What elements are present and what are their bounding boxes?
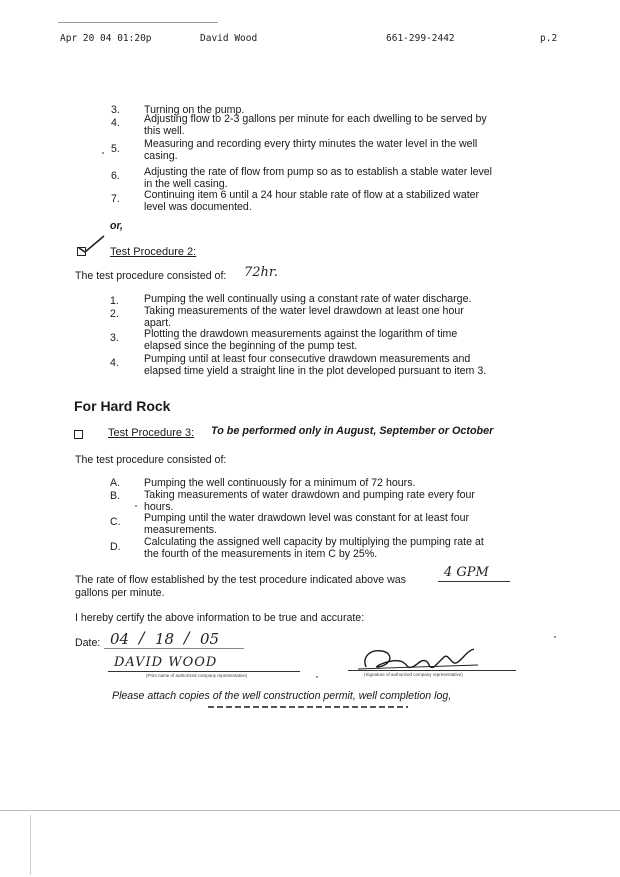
list-item-text: measurements. — [144, 524, 218, 536]
procedure3-title: Test Procedure 3: — [108, 427, 195, 439]
list-item-text: Calculating the assigned well capacity by multiplying the pumping rate at — [144, 536, 484, 548]
list-item-text: hours. — [144, 501, 174, 513]
rate-value-handwritten: 4 GPM — [444, 565, 489, 580]
signature-line — [348, 670, 516, 671]
signature-caption: (Signature of authorized company representative) — [364, 672, 463, 677]
list-letter: D. — [110, 541, 121, 553]
date-slash: / — [139, 628, 145, 647]
list-letter: C. — [110, 516, 121, 528]
procedure2-title: Test Procedure 2: — [110, 246, 197, 258]
list-item-text: Adjusting the rate of flow from pump so as to establish a stable water level — [144, 166, 493, 178]
printed-name-caption: (Print name of authorized company representative) — [146, 673, 248, 678]
date-day: 18 — [155, 630, 175, 648]
procedure3-intro: The test procedure consisted of: — [75, 454, 227, 466]
list-item-text: Turning on the pump. — [144, 104, 245, 116]
procedure3-checkbox[interactable] — [74, 430, 83, 439]
list-letter: B. — [110, 490, 121, 502]
list-item-text: Pumping until the water drawdown level was constant for at least four — [144, 512, 470, 524]
date-year: 05 — [200, 630, 220, 648]
list-number: 4. — [110, 357, 119, 369]
page-bottom-edge — [0, 810, 620, 811]
or-label: or, — [110, 220, 123, 232]
list-item-text: level was documented. — [144, 201, 252, 213]
scan-edge — [30, 815, 31, 875]
date-line — [104, 648, 244, 649]
list-number: 1. — [110, 295, 119, 307]
rate-value-line — [438, 581, 510, 582]
list-item-text: Adjusting flow to 2-3 gallons per minute for each dwelling to be served by — [144, 113, 487, 125]
rate-prefix: The rate of flow established by the test procedure indicated above was — [75, 574, 406, 586]
procedure2-duration-handwritten: 72hr. — [244, 265, 278, 280]
list-item-text: Pumping the well continually using a constant rate of water discharge. — [144, 293, 472, 305]
fax-header — [0, 33, 620, 47]
list-number: 3. — [111, 104, 120, 116]
list-item-text: Pumping until at least four consecutive drawdown measurements and — [144, 353, 471, 365]
footer-note: Please attach copies of the well construction permit, well completion log, — [112, 690, 452, 702]
list-item-text: elapsed time yield a straight line in the plot developed pursuant to item 3. — [144, 365, 487, 377]
fax-top-rule — [58, 22, 218, 23]
list-number: 3. — [110, 332, 119, 344]
list-number: 5. — [111, 143, 120, 155]
printed-name-line — [108, 671, 300, 672]
scan-speck — [135, 505, 137, 507]
list-item-text: Plotting the drawdown measurements against the logarithm of time — [144, 328, 458, 340]
list-item-text: Measuring and recording every thirty minutes the water level in the well — [144, 138, 478, 150]
procedure2-intro: The test procedure consisted of: — [75, 270, 227, 282]
rate-suffix: gallons per minute. — [75, 587, 165, 599]
printed-name-handwritten: DAVID WOOD — [114, 655, 218, 670]
list-number: 4. — [111, 117, 120, 129]
list-item-text: Pumping the well continuously for a minimum of 72 hours. — [144, 477, 416, 489]
scan-speck — [554, 636, 556, 638]
checkmark-icon — [76, 232, 106, 254]
fax-sender: David Wood — [200, 33, 258, 44]
cut-off-text — [208, 704, 408, 708]
scan-speck — [102, 152, 104, 154]
list-number: 6. — [111, 170, 120, 182]
fax-page-number: p.2 — [540, 33, 558, 44]
hard-rock-heading: For Hard Rock — [74, 398, 171, 414]
list-item-text: apart. — [144, 317, 172, 329]
date-label: Date: — [75, 637, 101, 649]
list-item-text: Taking measurements of water drawdown and pumping rate every four — [144, 489, 475, 501]
fax-datetime: Apr 20 04 01:20p — [60, 33, 152, 44]
fax-phone: 661-299-2442 — [386, 33, 455, 44]
certify-statement: I hereby certify the above information to be true and accurate: — [75, 612, 365, 624]
list-item-text: elapsed since the beginning of the pump test. — [144, 340, 358, 352]
scan-speck — [316, 676, 318, 678]
list-item-text: this well. — [144, 125, 185, 137]
list-item-text: the fourth of the measurements in item C by 25%. — [144, 548, 378, 560]
list-item-text: Taking measurements of the water level drawdown at least one hour — [144, 305, 464, 317]
list-item-text: Continuing item 6 until a 24 hour stable rate of flow at a stabilized water — [144, 189, 480, 201]
procedure3-note: To be performed only in August, September or October — [211, 425, 494, 437]
date-month: 04 — [110, 630, 130, 648]
date-slash: / — [184, 628, 190, 647]
list-item-text: casing. — [144, 150, 178, 162]
list-item-text: in the well casing. — [144, 178, 228, 190]
list-letter: A. — [110, 477, 121, 489]
list-number: 7. — [111, 193, 120, 205]
list-number: 2. — [110, 308, 119, 320]
